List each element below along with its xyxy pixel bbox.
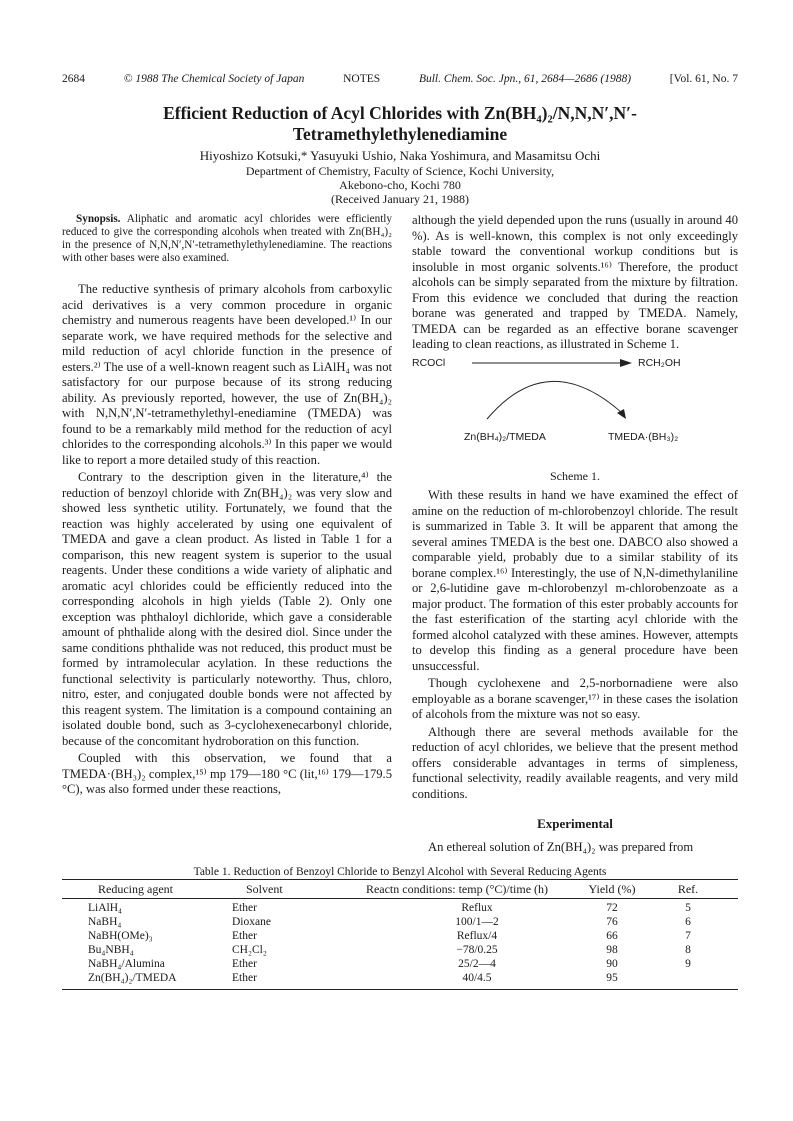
table-bottom-rule	[62, 989, 738, 990]
cell-yield: 72	[606, 902, 618, 914]
table-row	[62, 930, 738, 944]
cell-ref: 5	[685, 902, 691, 914]
table-header-rule	[62, 898, 738, 899]
synopsis-text: Aliphatic and aromatic acyl chlorides were efficiently reduced to give the corresponding alcohols when treated with Zn(BH₄)₂ in the presence of N,N,N′,N′-tetramethylethylenediamine. The reactions with other bases were also examined.	[62, 213, 393, 264]
section-label: NOTES	[343, 73, 381, 85]
cell-conditions: 25/2—4	[458, 958, 496, 970]
cell-yield: 95	[606, 972, 618, 984]
reaction-arrowhead	[620, 359, 632, 367]
cell-ref: 8	[685, 944, 691, 956]
reagent-arc	[487, 381, 622, 419]
cell-ref: 6	[685, 916, 691, 928]
cell-solvent: Ether	[232, 972, 257, 984]
cell-conditions: Reflux/4	[456, 930, 498, 942]
paragraph-results: Contrary to the description given in the literature,⁴⁾ the reduction of benzoyl chloride with Zn(BH₄)₂ was very slow and showed less synthetic utility. Fortunately, we found that the reaction was highly accelerated by using one equivalent of TMEDA and gave a clean product. As listed in Table 1 for a comparison, this new reagent system is superior to the usual reagents. Under these conditions a wide variety of aliphatic and aromatic acyl chlorides could be efficiently reduced into the corresponding alcohols in high yields (Table 2). Only one exception was phthaloyl dichloride, which gave a considerable amount of phthalide along with the desired diol. Since under the same conditions phthalide was not reduced, this product must be formed by intramolecular acylation. In these reductions the functional selectivity is particularly noteworthy. Thus, chloro, nitro, ester, and conjugated double bonds were not affected by this reagent system. The limitation is a compound containing an isolated double bond, such as 3-cyclohexenecarbonyl chloride, because of the concomitant hydroboration on this function.	[62, 470, 392, 748]
cell-agent: Bu₄NBH₄	[88, 944, 134, 956]
header-ref: Ref.	[677, 882, 699, 896]
cell-conditions: 40/4.5	[462, 972, 492, 984]
paragraph-intro: The reductive synthesis of primary alcohols from carboxylic acid derivatives is a very common procedure in organic chemistry and numerous reagents have been developed.¹⁾ In our separate work, we have required methods for the selective and mild reduction of acyl chloride function in the presence of esters.²⁾ The use of a well-known reagent such as LiAlH₄ was not satisfactory for our purpose because of its strong reducing ability. As previously reported, however, the use of Zn(BH₄)₂ with N,N,N′,N′-tetramethylethyl-enediamine (TMEDA) was found to be a remarkably mild method for the reduction of acyl chlorides to the corresponding alcohols.³⁾ In this paper we would like to report a more detailed study of this reaction.	[62, 282, 392, 467]
affiliation-line-1: Department of Chemistry, Faculty of Science, Kochi University,	[245, 164, 555, 178]
scheme-reactant: RCOCl	[412, 356, 446, 369]
header-reducing-agent: Reducing agent	[98, 882, 173, 896]
copyright-notice: © 1988 The Chemical Society of Japan	[123, 73, 305, 85]
scheme-reagent: Zn(BH₄)₂/TMEDA	[464, 430, 546, 443]
cell-agent: NaBH₄/Alumina	[88, 958, 165, 970]
cell-yield: 66	[606, 930, 618, 942]
experimental-heading: Experimental	[537, 816, 613, 831]
table-row	[62, 958, 738, 972]
cell-agent: NaBH₄	[88, 916, 122, 928]
scheme-caption: Scheme 1.	[550, 468, 600, 483]
byproduct-arrowhead	[617, 409, 626, 419]
cell-solvent: CH₂Cl₂	[232, 944, 267, 956]
paragraph-complex: Coupled with this observation, we found that a TMEDA·(BH₃)₂ complex,¹⁵⁾ mp 179—180 °C (lit,¹⁶⁾ 179—179.5 °C), was also formed under these reactions,	[62, 751, 392, 796]
scheme-byproduct: TMEDA·(BH₃)₂	[608, 430, 679, 443]
left-column	[62, 213, 392, 798]
page-number: 2684	[62, 73, 85, 85]
cell-agent: Zn(BH₄)₂/TMEDA	[88, 972, 177, 984]
cell-conditions: 100/1—2	[455, 916, 499, 928]
title-line-2: Tetramethylethylenediamine	[292, 124, 508, 144]
paragraph-scavengers: Though cyclohexene and 2,5-norbornadiene were also employable as a borane scavenger,¹⁷⁾ in these cases the isolation of alcohols from the mixture was not so easy.	[412, 676, 738, 721]
table-row	[62, 902, 738, 916]
journal-citation: Bull. Chem. Soc. Jpn., 61, 2684—2686 (1988)	[418, 73, 632, 85]
table-row	[62, 972, 738, 986]
right-column	[412, 213, 738, 855]
cell-yield: 76	[606, 916, 618, 928]
cell-yield: 98	[606, 944, 618, 956]
paragraph-scavenger: although the yield depended upon the runs (usually in around 40 %). As is well-known, this complex is not only exceedingly stable toward the conventional workup conditions but is insoluble in most organic solvents.¹⁶⁾ Therefore, the product alcohols can be simply separated from the mixture by filtration. From this evidence we concluded that during the reaction borane was generated and trapped by TMEDA. Namely, TMEDA can be regarded as an effective borane scavenger leading to clean reactions, as illustrated in Scheme 1.	[412, 213, 738, 351]
scheme-arrows	[412, 355, 738, 465]
affiliation-line-2: Akebono-cho, Kochi 780	[339, 178, 461, 192]
table-row	[62, 944, 738, 958]
running-head	[62, 73, 738, 85]
synopsis-label: Synopsis.	[76, 213, 121, 225]
scheme-product: RCH₂OH	[638, 356, 681, 369]
cell-agent: NaBH(OMe)₃	[88, 930, 153, 942]
article-title	[62, 103, 738, 145]
cell-conditions: −78/0.25	[456, 944, 498, 956]
cell-solvent: Dioxane	[232, 916, 271, 928]
header-solvent: Solvent	[246, 882, 283, 896]
received-date: (Received January 21, 1988)	[331, 192, 469, 206]
header-yield: Yield (%)	[588, 882, 636, 896]
paragraph-amines: With these results in hand we have examined the effect of amine on the reduction of m-chlorobenzoyl chloride. The result is summarized in Table 3. It will be apparent that among the several amines TMEDA is the best one. DABCO also showed a comparable yield, probably due to a similar stability of its borane complex.¹⁶⁾ Interestingly, the use of N,N-dimethylaniline or 2,6-lutidine gave m-chlorobenzyl m-chlorobenzoate as a major product. The formation of this ester probably accounts for the fast esterification of the starting acyl chloride with the formed alcohol catalyzed with these amines. However, attempts to develop this finding as a general procedure have been unsuccessful.	[412, 488, 738, 673]
table-row	[62, 916, 738, 930]
cell-yield: 90	[606, 958, 618, 970]
cell-solvent: Ether	[232, 958, 257, 970]
synopsis	[62, 213, 392, 265]
volume-label: [Vol. 61, No. 7	[669, 73, 738, 85]
cell-solvent: Ether	[232, 930, 257, 942]
cell-ref: 9	[685, 958, 691, 970]
header-conditions: Reactn conditions: temp (°C)/time (h)	[365, 882, 549, 896]
cell-conditions: Reflux	[461, 902, 493, 914]
paragraph-conclusion: Although there are several methods available for the reduction of acyl chlorides, we believe that the present method offers considerable advantages in terms of simpleness, functional selectivity, readily available reagents, and very mild conditions.	[412, 724, 738, 801]
table-top-rule	[62, 879, 738, 880]
title-line-1: Efficient Reduction of Acyl Chlorides with Zn(BH₄)₂/N,N,N′,N′-	[163, 103, 637, 123]
cell-ref: 7	[685, 930, 691, 942]
scheme-1	[412, 355, 738, 465]
paragraph-experimental: An ethereal solution of Zn(BH₄)₂ was prepared from	[428, 839, 694, 854]
author-list: Hiyoshizo Kotsuki,* Yasuyuki Ushio, Naka Yoshimura, and Masamitsu Ochi	[199, 148, 601, 163]
cell-agent: LiAlH₄	[88, 902, 123, 914]
table-1-caption: Table 1. Reduction of Benzoyl Chloride to Benzyl Alcohol with Several Reducing Agents	[193, 866, 607, 878]
cell-solvent: Ether	[232, 902, 257, 914]
